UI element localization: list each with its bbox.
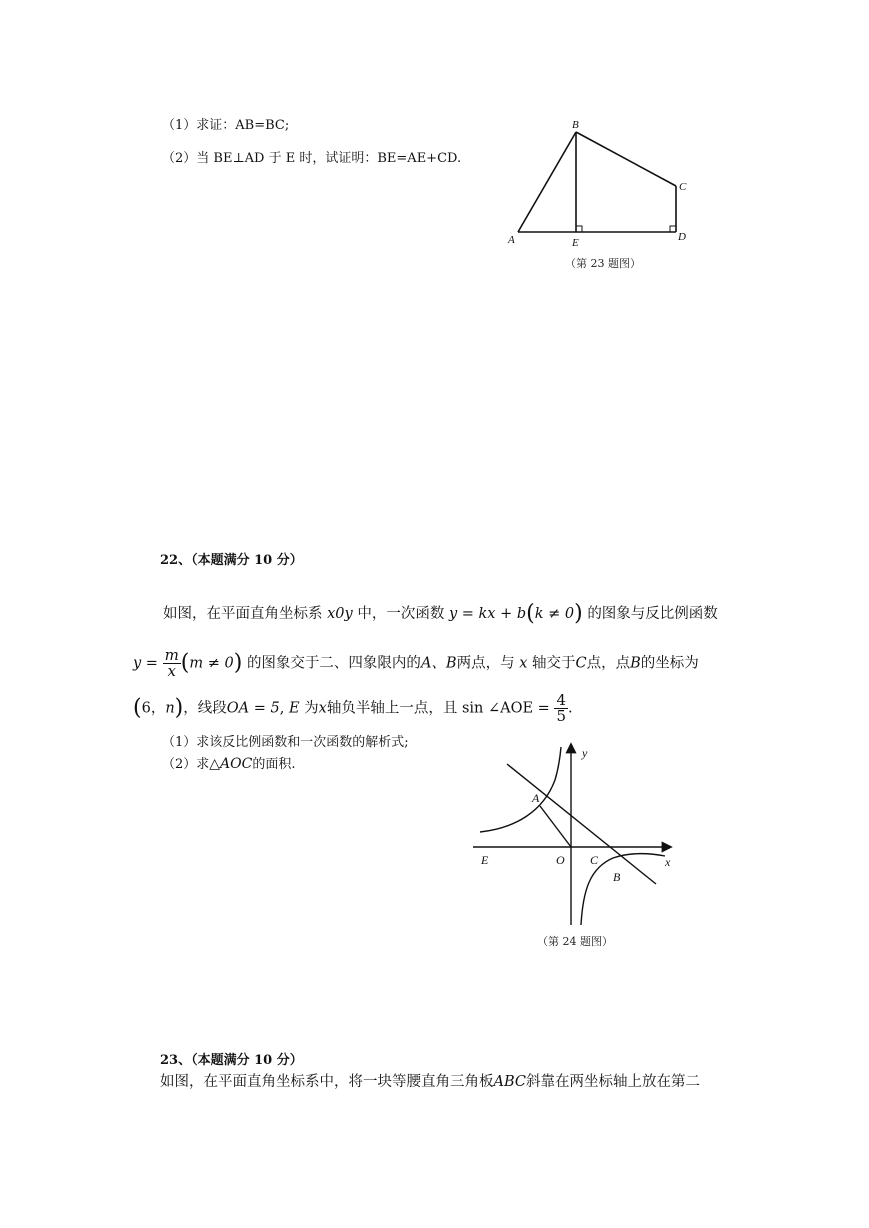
label-d: D <box>678 231 686 243</box>
figure-24-coordinate-plane <box>465 740 685 935</box>
text: 的面积. <box>252 757 296 772</box>
m-condition: m ≠ 0 <box>189 655 234 672</box>
text: 的图象与反比例函数 <box>587 606 718 622</box>
label-b: B <box>572 119 579 131</box>
label-a: A <box>532 791 540 805</box>
figure-23-caption: （第 23 题图） <box>565 257 641 270</box>
fraction-4-over-5: $\frac{4}{5}$ <box>556 691 566 725</box>
triangle-abc: ABC <box>493 1074 526 1090</box>
problem-23-line-1 <box>160 1071 700 1093</box>
k-condition: k ≠ 0 <box>534 606 575 622</box>
inverse-y: y = <box>133 655 158 672</box>
label-x: x <box>665 855 671 869</box>
text: 的图象交于二、四象限内的 <box>246 655 421 672</box>
point-c: C <box>575 655 587 672</box>
coord-6: 6， <box>141 700 166 717</box>
fraction-m-over-x: $\frac{m}{x}$ <box>164 646 179 680</box>
text: 两点，与 <box>456 655 515 672</box>
text: 中，一次函数 <box>357 606 445 622</box>
text: 的坐标为 <box>640 655 699 672</box>
label-e: E <box>481 853 489 867</box>
question-2-prove: （2）当 BE⊥AD 于 E 时，试证明：BE=AE+CD. <box>162 151 462 166</box>
x-axis-name: x <box>318 700 327 717</box>
problem-22-line-2: y = $\frac{m}{x}$ (m ≠ 0) 的图象交于二、四象限内的A、B两点，与 x 轴交于C点，点B的坐标为 <box>133 646 699 680</box>
problem-23-heading: 23、（本题满分 10 分） <box>160 1053 303 1068</box>
problem-22-question-2 <box>162 755 296 774</box>
figure-23-quadrilateral <box>500 115 700 275</box>
coordinate-system: x0y <box>327 606 353 622</box>
point-e: E <box>288 700 300 717</box>
problem-22-line-3: (6，n)，线段OA = 5, E 为x轴负半轴上一点，且 sin ∠AOE = $\frac{4}{5}$ . <box>133 691 573 725</box>
label-y: y <box>582 746 588 760</box>
segment-ab <box>518 132 576 232</box>
right-angle-mark-e <box>576 226 582 232</box>
text: ，线段 <box>183 700 227 717</box>
text: 轴负半轴上一点，且 <box>326 700 458 717</box>
question-1-prove: （1）求证：AB=BC; <box>162 118 290 133</box>
label-o: O <box>556 853 565 867</box>
label-e: E <box>572 237 579 249</box>
linear-function-line <box>507 764 656 884</box>
triangle-aoc: △AOC <box>209 756 253 772</box>
sin-expression: sin ∠AOE = <box>461 700 550 717</box>
x-axis-name: x <box>519 655 528 672</box>
problem-22-heading: 22、（本题满分 10 分） <box>160 553 303 568</box>
figure-24-caption: （第 24 题图） <box>537 935 613 948</box>
hyperbola-branch-2 <box>480 747 561 832</box>
segment-oa: OA = 5 <box>226 700 280 717</box>
label-c: C <box>590 853 599 867</box>
right-angle-mark-d <box>670 226 676 232</box>
problem-22-line-1: 如图，在平面直角坐标系 x0y 中，一次函数 y = kx + b(k ≠ 0) 的图象与反比例函数 <box>163 601 718 626</box>
coord-n: n <box>165 700 175 717</box>
text: 如图，在平面直角坐标系 <box>163 606 323 622</box>
point-b: B <box>630 655 641 672</box>
text: （2）求 <box>162 757 210 772</box>
comma: , <box>279 700 289 717</box>
label-c: C <box>679 181 687 193</box>
text: 轴交于 <box>531 655 576 672</box>
label-b: B <box>613 870 621 884</box>
text: 斜靠在两坐标轴上放在第二 <box>526 1074 700 1090</box>
linear-equation: y = kx + b <box>448 606 527 622</box>
text: 如图，在平面直角坐标系中，将一块等腰直角三角板 <box>160 1074 494 1090</box>
problem-22-question-1: （1）求该反比例函数和一次函数的解析式; <box>162 735 409 750</box>
text: 为 <box>304 700 319 717</box>
text: 点，点 <box>586 655 631 672</box>
segment-bc <box>576 132 676 186</box>
points-ab: A、B <box>420 655 457 672</box>
period: . <box>567 700 573 717</box>
label-a: A <box>508 234 515 246</box>
